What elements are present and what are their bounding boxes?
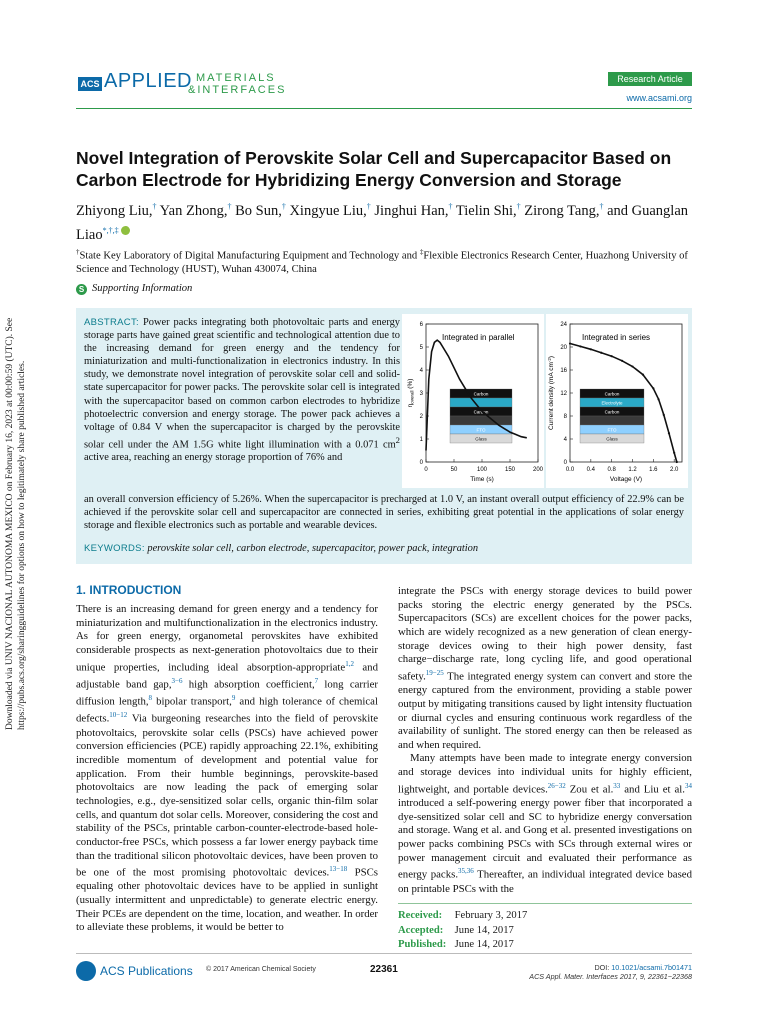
data-point xyxy=(673,452,675,454)
acs-publications-logo[interactable] xyxy=(76,960,196,982)
inset-layer-label: Carbon xyxy=(473,409,489,415)
x-tick-label: 150 xyxy=(504,467,516,473)
inset-layer-label: Carbon xyxy=(604,409,620,415)
data-point xyxy=(579,345,581,347)
text-run: PSCs equaling other photovoltaic devices have to be applied in sunlight (usually intermittent and unpredictable) to generate electric energy. Their PCEs are dependent on the time, location, and weather. In order to alleviate these problems, it would be better to xyxy=(76,866,378,934)
citation-ref[interactable]: 3−6 xyxy=(171,676,183,685)
text-run: Many attempts have been made to integrate energy conversion and storage devices into individual units for highly efficient, lightweight, and portable devices. xyxy=(398,752,692,796)
text-run: and Liu et al. xyxy=(620,783,685,796)
article-title: Novel Integration of Perovskite Solar Cell and Supercapacitor Based on Carbon Electrode for Hybridizing Energy Conversion and Storage xyxy=(76,148,672,190)
text-run: high absorption coefficient, xyxy=(182,678,315,691)
text-run: There is an increasing demand for green energy and a tendency for miniaturization and multifunctionalization in the electronics industry. As for green energy, organometal perovskites have exhibited considerable prospects as next-generation photovoltaics due to their unique properties, including ideal absorption-appropriate xyxy=(76,603,378,674)
inset-layer-label: Glass xyxy=(606,436,618,442)
abstract-text-bottom: an overall conversion efficiency of 5.26%. When the supercapacitor is precharged at 1.0 V, an instant overall output efficiency of 22.9% can be achieved if the perovskite solar cell and supercapacitor are connected in series, exhibiting great potential in the applications of solar energy storage and flexible electronics such as portable and wearable devices. xyxy=(84,494,684,532)
inset-layer xyxy=(580,416,644,425)
data-point xyxy=(631,365,633,367)
x-tick-label: 0.4 xyxy=(586,467,596,473)
journal-name-materials: MATERIALS xyxy=(196,72,276,84)
page-number: 22361 xyxy=(370,964,398,975)
citation-ref[interactable]: 19−25 xyxy=(425,668,444,677)
citation-ref[interactable]: 9 xyxy=(231,694,236,703)
y-tick-label: 16 xyxy=(560,368,567,374)
intro-paragraph xyxy=(76,603,378,935)
keywords-value: perovskite solar cell, carbon electrode, supercapacitor, power pack, integration xyxy=(147,543,479,554)
abstract-label: ABSTRACT: xyxy=(84,317,139,328)
orcid-icon[interactable] xyxy=(121,226,130,235)
y-tick-label: 2 xyxy=(419,414,423,420)
inset-layer-label: FTO xyxy=(607,427,617,433)
citation-ref[interactable]: 8 xyxy=(148,694,153,703)
author-list xyxy=(76,197,696,245)
x-tick-label: 2.0 xyxy=(670,467,679,473)
data-point xyxy=(569,342,571,344)
x-tick-label: 1.6 xyxy=(649,467,658,473)
y-tick-label: 4 xyxy=(419,368,423,374)
y-tick-label: 5 xyxy=(419,345,423,351)
author[interactable]: Bo Sun,† xyxy=(235,202,286,219)
copyright: © 2017 American Chemical Society xyxy=(206,966,316,973)
text-run: Thereafter, an individual integrated device based on printable PSCs with the xyxy=(398,868,692,895)
author[interactable]: and Guanglan Liao*,†,‡ xyxy=(76,202,689,243)
text-run: bipolar transport, xyxy=(152,695,232,708)
citation-ref[interactable]: 7 xyxy=(314,676,319,685)
intro-paragraph xyxy=(398,585,692,752)
author[interactable]: Tielin Shi,† xyxy=(455,202,521,219)
citation: ACS Appl. Mater. Interfaces 2017, 9, 22361−22368 xyxy=(529,972,692,981)
y-tick-label: 12 xyxy=(560,391,567,397)
series-jv-plot xyxy=(546,314,688,488)
text-run: Zou et al. xyxy=(565,783,614,796)
data-point xyxy=(657,398,659,400)
date-accepted: Accepted: June 14, 2017 xyxy=(398,924,514,936)
toc-chart-series xyxy=(546,314,688,488)
data-point xyxy=(652,387,654,389)
y-tick-label: 20 xyxy=(560,345,567,351)
citation-ref[interactable]: 26−32 xyxy=(547,781,566,790)
inset-layer xyxy=(450,398,512,407)
journal-name-applied: APPLIED xyxy=(104,70,192,92)
inset-layer-label: Glass xyxy=(475,436,487,442)
footer-rule xyxy=(76,953,692,954)
text-run: and adjustable band gap, xyxy=(76,661,378,691)
x-tick-label: 0.0 xyxy=(565,467,575,473)
supporting-info-icon[interactable]: S xyxy=(76,284,87,295)
text-run: integrate the PSCs with energy storage devices to build power packs storing the electric energy generated by the PSCs. Supercapacitors (SCs) are excellent choices for the power packs, which are widely recognized as a new generation of clean energy-storage devices owing to their high power density, fast charge−discharge rate, long cycling life, and good operational safety. xyxy=(398,585,692,683)
intro-paragraph xyxy=(398,752,692,896)
acs-publications-icon xyxy=(76,961,96,981)
text-run: Via burgeoning researches into the field of perovskite photovoltaics, perovskite solar cells (PSCs) have achieved power conversion efficiencies (PCE) rapidly approaching 22.1%, exhibiting incredible momentum of development and potential value for application. From their humble beginnings, perovskite-based photovoltaics are now leading the pack of emerging solar technologies, e.g., dye-sensitized solar cells, organic thin-film solar cells, and quantum dot solar cells. Moreover, considering the cost and stability of the PSCs, printable carbon-counter-electrode-based hole-conductor-free PSCs, which possess a far lower energy payback time than the traditional silicon photovoltaic devices, have been proven to be one of the most promising photovoltaic devices. xyxy=(76,712,378,879)
y-tick-label: 8 xyxy=(563,414,567,420)
journal-name-interfaces: &INTERFACES xyxy=(188,84,287,96)
section-heading-introduction: 1. INTRODUCTION xyxy=(76,583,182,597)
text-run: and high tolerance of chemical defects. xyxy=(76,695,378,725)
x-tick-label: 200 xyxy=(532,467,544,473)
x-tick-label: 50 xyxy=(450,467,458,473)
x-axis-label: Time (s) xyxy=(470,476,494,483)
article-type-badge: Research Article xyxy=(608,72,692,86)
download-notice-text: Downloaded via UNIV NACIONAL AUTONOMA MEXICO on February 16, 2023 at 00:00:59 (UTC). See https://pubs.acs.org/sharingguidelines for options on how to legitimately share published articles. xyxy=(5,317,27,730)
inset-layer-label: Carbon xyxy=(604,391,620,397)
acs-logo-box: ACS xyxy=(78,77,102,91)
data-point xyxy=(663,414,665,416)
y-tick-label: 4 xyxy=(563,437,567,443)
intro-column-left xyxy=(76,603,378,935)
x-tick-label: 0.8 xyxy=(607,467,616,473)
inset-layer-label: Carbon xyxy=(473,391,489,397)
text-run: introduced a self-powering energy power fiber that incorporated a dye-sensitized solar cell and SC to hybridize energy conversation and storage. Wang et al. and Gong et al. presented investigations on power packs combining PSCs with SCs through external wires or power management circuit and evaluated their performance as energy packs. xyxy=(398,797,692,881)
y-axis-label-unit: (%) xyxy=(407,378,414,391)
x-tick-label: 0 xyxy=(424,467,428,473)
abstract-text-top: ABSTRACT: Power packs integrating both photovoltaic parts and energy storage parts have gained great scientific and technological attention due to the increasing demand for green energy and the tendency for miniaturization and multi-functionalization in electronics industry. In this study, we demonstrate novel integration of perovskite solar cell and solid-state supercapacitor for power packs. The perovskite solar cell is integrated with the supercapacitor based on common carbon electrodes to hybridize photoelectric conversion and energy storage. The power pack achieves a voltage of 0.84 V when the supercapacitor is charged by the perovskite solar cell under the AM 1.5G white light illumination with a 0.071 $cm^2$ active area, reaching an energy storage proportion of 76% and xyxy=(84,317,400,464)
keywords xyxy=(84,542,684,555)
supporting-info-link[interactable]: Supporting Information xyxy=(92,283,193,294)
author[interactable]: Xingyue Liu,† xyxy=(289,202,371,219)
citation-ref[interactable]: 13−18 xyxy=(329,865,348,874)
author[interactable]: Yan Zhong,† xyxy=(159,202,232,219)
data-point xyxy=(676,461,678,463)
y-axis-label xyxy=(547,356,555,430)
citation-ref[interactable]: 35,36 xyxy=(458,867,474,876)
data-point xyxy=(621,360,623,362)
inset-layer xyxy=(450,416,512,425)
publisher-name: ACS Publications xyxy=(100,964,193,978)
y-axis-label-sub: overall xyxy=(409,390,415,404)
author[interactable]: Zhiyong Liu,† xyxy=(76,202,157,219)
download-notice xyxy=(4,300,34,730)
y-tick-label: 6 xyxy=(419,322,423,328)
chart-title: Integrated in parallel xyxy=(442,333,515,342)
inset-layer-label: FTO xyxy=(476,427,486,433)
x-axis-label: Voltage (V) xyxy=(609,476,643,483)
data-point xyxy=(611,355,613,357)
inset-layer-label: Electrolyte xyxy=(601,400,623,406)
y-axis-label-sup: -2 xyxy=(547,358,552,363)
journal-website-link[interactable]: www.acsami.org xyxy=(626,93,692,103)
keywords-label: KEYWORDS: xyxy=(84,543,145,554)
citation-ref[interactable]: 10−12 xyxy=(109,711,128,720)
y-tick-label: 24 xyxy=(560,322,567,328)
intro-column-right xyxy=(398,585,692,896)
citation-ref[interactable]: 33 xyxy=(613,781,621,790)
citation-ref[interactable]: 34 xyxy=(684,781,692,790)
toc-chart-parallel xyxy=(402,314,544,488)
header-rule xyxy=(76,108,692,109)
publication-dates xyxy=(398,903,692,953)
x-tick-label: 100 xyxy=(476,467,488,473)
data-point xyxy=(590,348,592,350)
y-axis-label-end: ) xyxy=(548,355,555,359)
x-tick-label: 1.2 xyxy=(628,467,637,473)
journal-logo xyxy=(78,70,318,100)
y-axis-label-main: η xyxy=(407,403,414,408)
abstract-box xyxy=(76,308,692,564)
y-axis-label xyxy=(407,379,415,408)
y-tick-label: 3 xyxy=(419,391,423,397)
data-point xyxy=(668,432,670,434)
date-published: Published: June 14, 2017 xyxy=(398,939,514,950)
data-point xyxy=(600,352,602,354)
y-tick-label: 0 xyxy=(419,460,423,466)
chart-title: Integrated in series xyxy=(582,333,651,342)
y-tick-label: 0 xyxy=(563,460,567,466)
doi-link[interactable]: 10.1021/acsami.7b01471 xyxy=(611,963,692,972)
author[interactable]: Zirong Tang,† xyxy=(524,202,604,219)
affiliations: †State Key Laboratory of Digital Manufacturing Equipment and Technology and ‡Flexible Electronics Research Center, Huazhong University of Science and Technology (HUST), Wuhan 430074, China xyxy=(76,248,688,276)
citation-ref[interactable]: 1,2 xyxy=(345,659,354,668)
text-run: The integrated energy system can convert and store the energy captured from the environment, providing a stable power output by mitigating transitions caused by light intensity fluctuation or diurnal cycles and ensuring continuous work regardless of the availability of sunlight. The stored energy can then be released as and when required. xyxy=(398,670,692,751)
date-received: Received: February 3, 2017 xyxy=(398,910,528,921)
y-tick-label: 1 xyxy=(419,437,423,443)
parallel-efficiency-plot xyxy=(402,314,544,488)
text-run: long carrier diffusion length, xyxy=(76,678,378,708)
author[interactable]: Jinghui Han,† xyxy=(374,202,453,219)
y-axis-label-main: Current density (mA cm xyxy=(548,362,555,431)
doi-citation: DOI: 10.1021/acsami.7b01471 ACS Appl. Mater. Interfaces 2017, 9, 22361−22368 xyxy=(470,963,692,981)
data-point xyxy=(642,374,644,376)
